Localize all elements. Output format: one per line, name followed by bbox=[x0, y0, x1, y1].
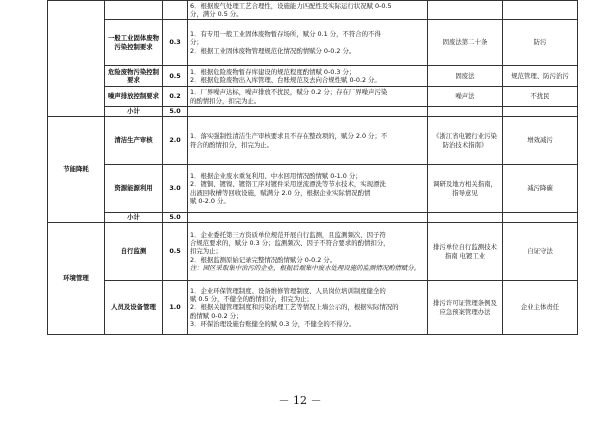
table-row bbox=[48, 281, 578, 335]
summary-cell: 自证守法 bbox=[503, 223, 578, 281]
subtotal-label: 小计 bbox=[105, 213, 163, 223]
basis-cell: 《浙江省电镀行业污染防治技术指南》 bbox=[428, 117, 503, 165]
table-row bbox=[48, 117, 578, 165]
criteria-cell: 6．根据废气处理工艺合理性，设施能力匹配性及实际运行状况赋 0-0.5 分，满分 0.5 分。 bbox=[188, 1, 428, 20]
item-score: 0.2 bbox=[163, 87, 188, 107]
subtotal-score: 5.0 bbox=[163, 213, 188, 223]
item-name: 人员及设备管理 bbox=[105, 281, 163, 335]
item-score: 0.5 bbox=[163, 66, 188, 87]
basis-cell: 固废法 bbox=[428, 66, 503, 87]
subtotal-score: 5.0 bbox=[163, 107, 188, 117]
criteria-cell: 1．有专用一般工业固体废物暂存场所，赋分 0.1 分，不符合的不得 分； 2．根据工业固体废物管理规范化情况酌情赋分 0-0.2 分。 bbox=[188, 20, 428, 66]
category-name: 环境管理 bbox=[48, 223, 105, 335]
item-score: 0.5 bbox=[163, 223, 188, 281]
item-name: 资源能源利用 bbox=[105, 165, 163, 213]
summary-cell: 增效减污 bbox=[503, 117, 578, 165]
subtotal-row bbox=[48, 107, 578, 117]
basis-cell: 噪声法 bbox=[428, 87, 503, 107]
item-cell-empty bbox=[105, 1, 163, 20]
score-cell-empty bbox=[163, 1, 188, 20]
summary-cell: 企业主体责任 bbox=[503, 281, 578, 335]
criteria-cell: 1．落实强制性清洁生产审核要求且不存在整改项的，赋分 2.0 分；不 符合的酌情扣分，扣完为止。 bbox=[188, 117, 428, 165]
summary-cell-empty bbox=[503, 1, 578, 20]
item-name: 一般工业固体废物污染控制要求 bbox=[105, 20, 163, 66]
criteria-cell: 1．企业环保管理制度、设备维修管理制度、人员岗位培训制度健全的 赋 0.5 分，不健全的酌情扣分，扣完为止； 2．根据关键管理制度和污染治理工艺等情况上墙公示的，根据实际情况的 酌情赋 0-0.2 分； 3．环保治理设施台账健全的赋 0.3 分，不健全的不得分。 bbox=[188, 281, 428, 335]
table-row bbox=[48, 1, 578, 20]
item-name: 噪声排放控制要求 bbox=[105, 87, 163, 107]
item-name: 清洁生产审核 bbox=[105, 117, 163, 165]
item-score: 3.0 bbox=[163, 165, 188, 213]
table-row bbox=[48, 87, 578, 107]
category-cell-empty bbox=[48, 1, 105, 117]
item-score: 1.0 bbox=[163, 281, 188, 335]
subtotal-label: 小计 bbox=[105, 107, 163, 117]
item-name: 自行监测 bbox=[105, 223, 163, 281]
criteria-cell: 1．企业委托第三方资质单位规范开展自行监测，且监测频次、因子符 合规范要求的，赋分 0.3 分；监测频次、因子不符合要求的酌情扣分， 扣完为止； 2．根据监测原始记录完整情况酌情赋分 0-0.2 分。 注：园区采取集中治污的企业，根据后端集中废水处理设施的监测情况酌情赋分。 bbox=[188, 223, 428, 281]
table-row bbox=[48, 223, 578, 281]
basis-cell: 固废法第二十条 bbox=[428, 20, 503, 66]
evaluation-table bbox=[47, 0, 578, 335]
summary-cell: 减污降碳 bbox=[503, 165, 578, 213]
criteria-cell: 1．厂界噪声达标，噪声排放不扰民，赋分 0.2 分；存在厂界噪声污染 的酌情扣分，扣完为止。 bbox=[188, 87, 428, 107]
basis-cell: 排污单位自行监测技术指南 电镀工业 bbox=[428, 223, 503, 281]
table-row bbox=[48, 20, 578, 66]
summary-cell: 防污 bbox=[503, 20, 578, 66]
page-number: － 12 － bbox=[278, 394, 322, 407]
basis-cell: 排污许可证管理条例及应急预案管理办法 bbox=[428, 281, 503, 335]
criteria-cell: 1．根据危险废物暂存库建设的规范程度酌情赋 0-0.3 分； 2．根据危险废物出入库管理、台账规范及去向合规性赋 0-0.2 分。 bbox=[188, 66, 428, 87]
subtotal-row bbox=[48, 213, 578, 223]
criteria-cell: 1．根据企业废水重复利用、中水回用情况酌情赋 0-1.0 分； 2．镀铜、镀镍、镀铬工序对镀件采用逆流漂洗等节水技术，实现漂洗 出液回收槽等回收设施，赋满分 2.0 分，根据企业实际情况酌情 赋 0-2.0 分。 bbox=[188, 165, 428, 213]
item-name: 危险废物污染控制要求 bbox=[105, 66, 163, 87]
basis-cell-empty bbox=[428, 1, 503, 20]
item-score: 0.3 bbox=[163, 20, 188, 66]
summary-cell: 规范管理、防污治污 bbox=[503, 66, 578, 87]
category-name: 节能降耗 bbox=[48, 117, 105, 223]
item-score: 2.0 bbox=[163, 117, 188, 165]
table-row bbox=[48, 165, 578, 213]
basis-cell: 调研及地方相关指南，指导意见 bbox=[428, 165, 503, 213]
note-text: 注：园区采取集中治污的企业，根据后端集中废水处理设施的监测情况酌情赋分。 bbox=[190, 263, 421, 272]
table-row bbox=[48, 66, 578, 87]
summary-cell: 不扰民 bbox=[503, 87, 578, 107]
